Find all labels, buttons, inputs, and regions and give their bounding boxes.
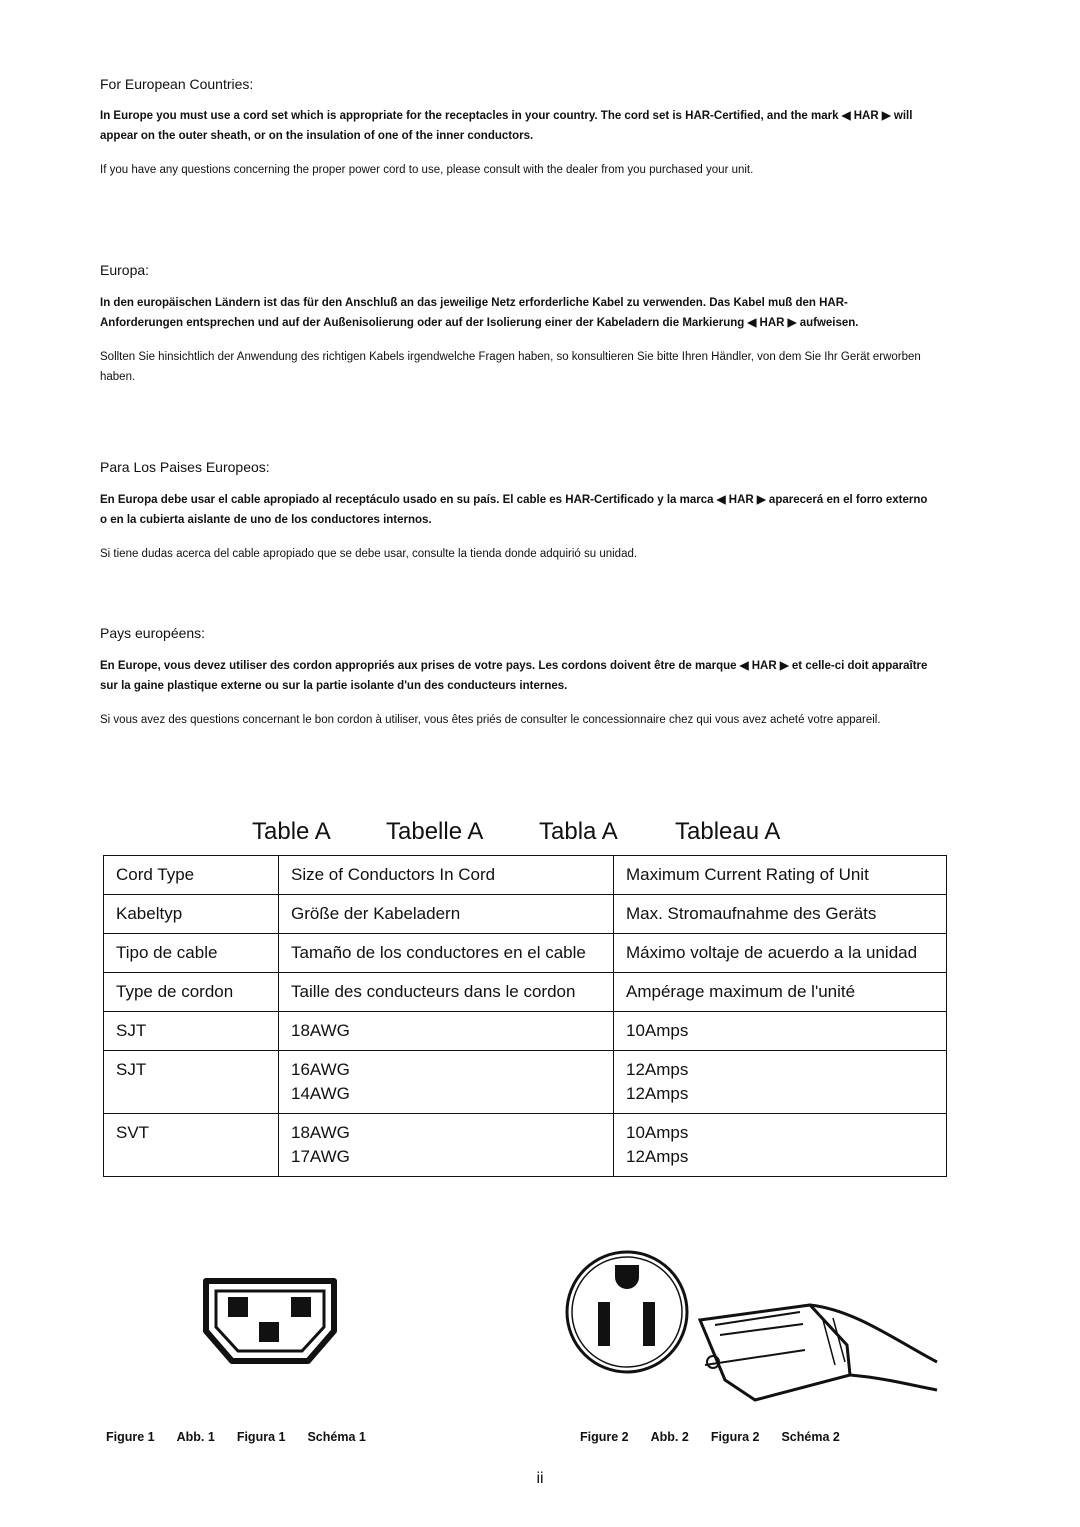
- table-row: [104, 934, 947, 973]
- heading-german: Europa:: [100, 262, 150, 278]
- figure-1-caption: [106, 1430, 388, 1444]
- caption-text: Figura 1: [236, 1430, 286, 1444]
- table-row: [104, 895, 947, 934]
- text-english-bold: In Europe you must use a cord set which is appropriate for the receptacles in your country. The cord set is HAR-Certified, and the mark ◀ HAR ▶ will appear on the outer sheath, or on the insulation of one of the inner conductors.: [100, 110, 913, 142]
- table-cell: Größe der Kabeladern: [279, 895, 614, 934]
- table-titles: [0, 818, 1080, 858]
- table-title-de: Tabelle A: [386, 818, 484, 845]
- table-row: [104, 1114, 947, 1177]
- table-cell: Tamaño de los conductores en el cable: [279, 934, 614, 973]
- section-spanish: [100, 459, 930, 564]
- text-spanish-bold: En Europa debe usar el cable apropiado al receptáculo usado en su país. El cable es HAR-Certificado y la marca ◀ HAR ▶ aparecerá en el forro externo o en la cubierta aislante de uno de los conductores internos.: [100, 494, 928, 526]
- table-cell: Taille des conducteurs dans le cordon: [279, 973, 614, 1012]
- table-cell: 10Amps 12Amps: [614, 1114, 947, 1177]
- text-german-bold: In den europäischen Ländern ist das für den Anschluß an das jeweilige Netz erforderliche Kabel zu verwenden. Das Kabel muß den HAR-Anforderungen entsprechen und auf der Außenisolierung oder auf der Isolierung einer der Kabeladern die Markierung ◀ HAR ▶ aufweisen.: [100, 297, 859, 329]
- text-german: Sollten Sie hinsichtlich der Anwendung des richtigen Kabels irgendwelche Fragen haben, so konsultieren Sie bitte Ihren Händler, von dem Sie Ihr Gerät erworben haben.: [100, 351, 921, 383]
- section-german: [100, 262, 930, 387]
- caption-text: Figura 2: [710, 1430, 760, 1444]
- table-cell: Max. Stromaufnahme des Geräts: [614, 895, 947, 934]
- figure-2-caption: [580, 1430, 862, 1444]
- heading-spanish: Para Los Paises Europeos:: [100, 459, 270, 475]
- caption-text: Schéma 1: [307, 1430, 366, 1444]
- heading-english: For European Countries:: [100, 76, 254, 92]
- caption-text: Figure 1: [106, 1430, 155, 1444]
- table-cell: Máximo voltaje de acuerdo a la unidad: [614, 934, 947, 973]
- figure-1-connector-icon: [200, 1275, 340, 1367]
- caption-text: Figure 2: [580, 1430, 629, 1444]
- table-row: [104, 973, 947, 1012]
- table-cell: 16AWG 14AWG: [279, 1051, 614, 1114]
- table-cell: Cord Type: [104, 856, 279, 895]
- table-cell: Ampérage maximum de l'unité: [614, 973, 947, 1012]
- table-cell: SJT: [104, 1012, 279, 1051]
- text-french: Si vous avez des questions concernant le bon cordon à utiliser, vous êtes priés de consulter le concessionnaire chez qui vous avez acheté votre appareil.: [100, 714, 881, 726]
- heading-french: Pays européens:: [100, 625, 206, 641]
- table-title-en: Table A: [252, 818, 331, 845]
- table-cell: Type de cordon: [104, 973, 279, 1012]
- table-cell: 12Amps 12Amps: [614, 1051, 947, 1114]
- table-cell: SJT: [104, 1051, 279, 1114]
- table-row: [104, 1012, 947, 1051]
- text-spanish: Si tiene dudas acerca del cable apropiado que se debe usar, consulte la tienda donde adquirió su unidad.: [100, 548, 638, 560]
- page-number: ii: [536, 1470, 544, 1487]
- table-cell: Size of Conductors In Cord: [279, 856, 614, 895]
- table-cell: Maximum Current Rating of Unit: [614, 856, 947, 895]
- cord-table: [103, 855, 947, 1177]
- text-english: If you have any questions concerning the proper power cord to use, please consult with the dealer from you purchased your unit.: [100, 164, 754, 176]
- table-cell: Tipo de cable: [104, 934, 279, 973]
- caption-text: Schéma 2: [781, 1430, 840, 1444]
- text-french-bold: En Europe, vous devez utiliser des cordon appropriés aux prises de votre pays. Les cordons doivent être de marque ◀ HAR ▶ et celle-ci doit apparaître sur la gaine plastique externe ou sur la partie isolante d'un des conducteurs internes.: [100, 660, 928, 692]
- table-cell: 18AWG 17AWG: [279, 1114, 614, 1177]
- caption-text: Abb. 1: [176, 1430, 215, 1444]
- table-title-fr: Tableau A: [675, 818, 781, 845]
- section-french: [100, 625, 930, 730]
- section-english: [100, 76, 930, 180]
- table-row: [104, 1051, 947, 1114]
- table-row: [104, 856, 947, 895]
- table-cell: 18AWG: [279, 1012, 614, 1051]
- table-cell: SVT: [104, 1114, 279, 1177]
- figure-2-plug-icon: [565, 1240, 940, 1420]
- table-cell: Kabeltyp: [104, 895, 279, 934]
- caption-text: Abb. 2: [650, 1430, 689, 1444]
- table-cell: 10Amps: [614, 1012, 947, 1051]
- table-title-es: Tabla A: [539, 818, 618, 845]
